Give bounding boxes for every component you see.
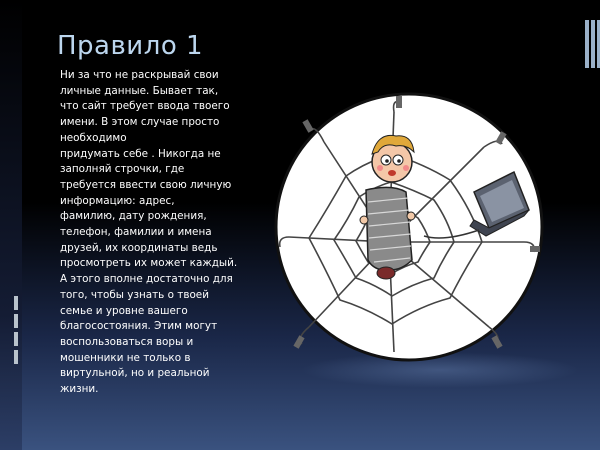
side-decoration-block [14,350,18,364]
title-decoration-block [585,20,589,68]
slide-title: Правило 1 [57,31,204,62]
side-decoration-block [14,296,18,310]
title-decoration-block [591,20,595,68]
child-in-spider-web-with-laptop-image [274,92,544,362]
side-decoration-block [14,314,18,328]
slide-body-text: Ни за что не раскрывай свои личные данные. Бывает так, что сайт требует ввода твоего имени. В этом случае просто необходимо придумать себе . Никогда не заполняй строчки, где требуется ввести свою личную информацию: адрес, фамилию, дату рождения, телефон, фамилии и имена друзей, их координаты ведь просмотреть их может каждый. А этого вполне достаточно для того, чтобы узнать о твоей семье и уровне вашего благосостояния. Этим могут воспользоваться воры и мошенники не только в виртульной, но и реальной жизни. [60,69,238,396]
slide-left-strip [0,0,22,450]
side-decoration-block [14,332,18,346]
